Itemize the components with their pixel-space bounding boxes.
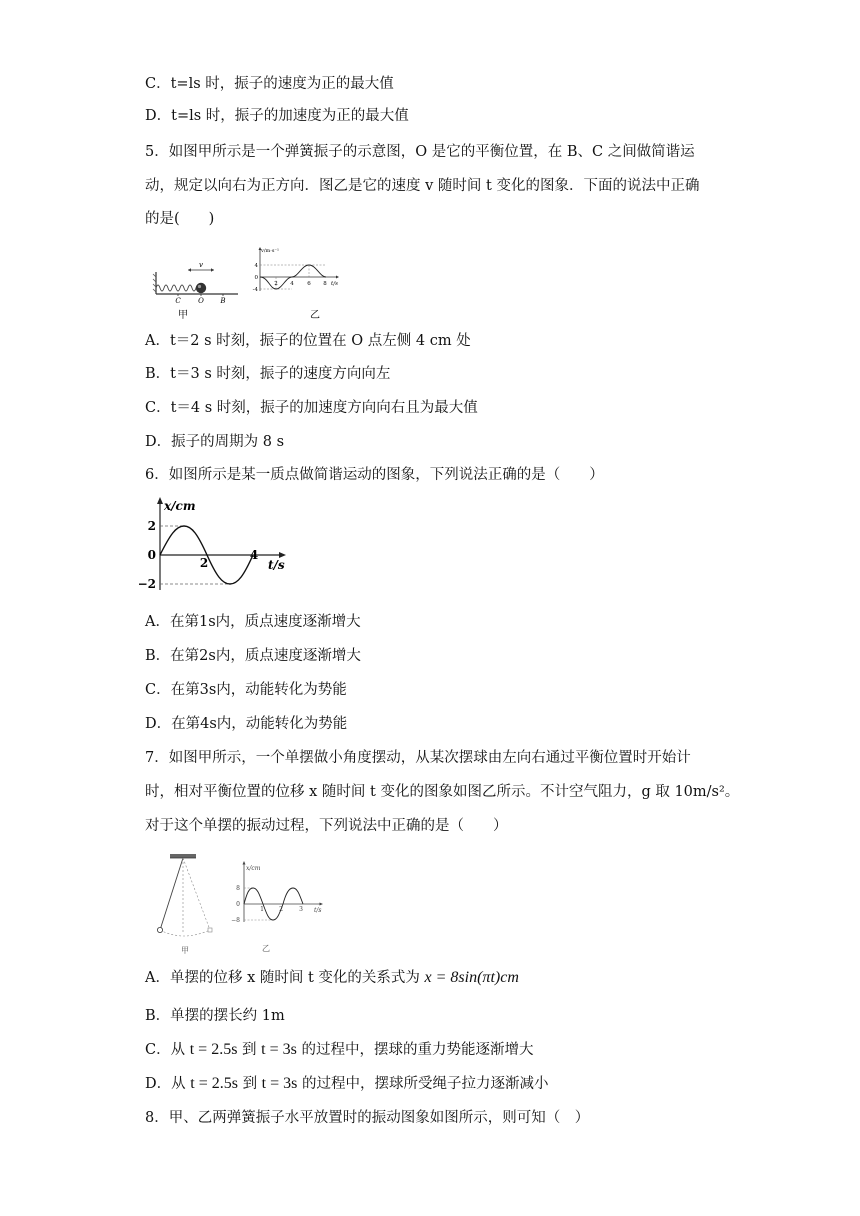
y-axis-label: x/cm bbox=[164, 499, 196, 513]
q7-option-c-post: 的过程中，摆球的重力势能逐渐增大 bbox=[301, 1042, 534, 1058]
caption-yi: 乙 bbox=[262, 944, 270, 953]
q7-option-d-t1: t = 2.5s bbox=[190, 1075, 238, 1092]
q4-option-c: C．t=ls 时，振子的速度为正的最大值 bbox=[145, 76, 394, 92]
q7-option-b: B．单摆的摆长约 1m bbox=[145, 1008, 285, 1024]
x-axis-label: t/s bbox=[314, 907, 322, 914]
pendulum-bob bbox=[157, 927, 162, 932]
q7-stem-line-3: 对于这个单摆的振动过程，下列说法中正确的是（ ） bbox=[145, 818, 508, 834]
y-tick-0: 0 bbox=[236, 901, 240, 908]
q7-option-d-post: 的过程中，摆球所受绳子拉力逐渐减小 bbox=[301, 1076, 549, 1092]
y-tick-0: 0 bbox=[147, 548, 156, 562]
x-tick-8: 8 bbox=[323, 281, 327, 287]
q7-option-c-t2: t = 3s bbox=[261, 1041, 297, 1058]
x-tick-4: 4 bbox=[249, 548, 259, 562]
y-tick-neg4: -4 bbox=[252, 287, 258, 293]
q5-option-a: A．t＝2 s 时刻，振子的位置在 O 点左侧 4 cm 处 bbox=[145, 333, 471, 349]
y-tick-0: 0 bbox=[254, 275, 258, 281]
q4-option-d: D．t=ls 时，振子的加速度为正的最大值 bbox=[145, 108, 409, 124]
q7-stem-line-2: 时，相对平衡位置的位移 x 随时间 t 变化的图象如图乙所示。不计空气阻力，g 取 10m/s²。 bbox=[145, 784, 740, 800]
q6-stem: 6．如图所示是某一质点做简谐运动的图象，下列说法正确的是（ ） bbox=[145, 467, 604, 483]
swing-arc bbox=[160, 930, 210, 936]
q8-stem: 8．甲、乙两弹簧振子水平放置时的振动图象如图所示，则可知（ ） bbox=[145, 1110, 590, 1126]
caption-jia: 甲 bbox=[181, 946, 189, 955]
q5-figure-velocity-graph bbox=[248, 243, 348, 323]
y-tick-2: 2 bbox=[147, 519, 156, 533]
q7-option-d bbox=[145, 1074, 548, 1094]
x-tick-4: 4 bbox=[290, 281, 294, 287]
spring-coil bbox=[156, 285, 200, 291]
q7-option-a-formula: x = 8sin(πt)cm bbox=[424, 969, 519, 986]
x-tick-3: 3 bbox=[299, 906, 303, 913]
x-tick-6: 6 bbox=[307, 281, 311, 287]
q7-figure-pendulum bbox=[150, 850, 225, 956]
q7-figure-displacement-graph bbox=[228, 858, 328, 956]
x-axis-label: t/s bbox=[331, 281, 338, 287]
point-b-label: B bbox=[220, 297, 226, 305]
x-tick-2: 2 bbox=[199, 556, 209, 570]
q7-option-c bbox=[145, 1040, 533, 1060]
y-tick-8: 8 bbox=[236, 885, 240, 892]
y-axis-label: v/m·s⁻¹ bbox=[261, 248, 280, 254]
q7-option-c-t1: t = 2.5s bbox=[189, 1041, 238, 1058]
q5-stem-line-1: 5．如图甲所示是一个弹簧振子的示意图，O 是它的平衡位置，在 B、C 之间做简谐运 bbox=[145, 144, 695, 160]
q6-figure-displacement-graph bbox=[137, 495, 290, 600]
q5-option-d: D．振子的周期为 8 s bbox=[145, 434, 285, 450]
q5-option-b: B．t＝3 s 时刻，振子的速度方向向左 bbox=[145, 366, 391, 382]
x-tick-2: 2 bbox=[274, 281, 278, 287]
x-tick-1: 1 bbox=[260, 906, 264, 913]
q7-option-c-pre: C．从 bbox=[145, 1042, 186, 1058]
q7-stem-line-1: 7．如图甲所示，一个单摆做小角度摆动，从某次摆球由左向右通过平衡位置时开始计 bbox=[145, 750, 691, 766]
q6-option-b: B．在第2s内，质点速度逐渐增大 bbox=[145, 648, 361, 664]
q5-figure-spring-oscillator bbox=[150, 258, 245, 322]
q5-stem-line-3: 的是( ) bbox=[145, 211, 215, 227]
y-tick-neg2: −2 bbox=[137, 577, 156, 591]
q7-option-a bbox=[145, 968, 519, 988]
y-axis-label: x/cm bbox=[246, 865, 261, 872]
caption-jia: 甲 bbox=[178, 310, 188, 321]
point-c-label: C bbox=[175, 297, 181, 305]
oscillator-ball bbox=[196, 283, 206, 293]
x-axis-label: t/s bbox=[268, 558, 285, 572]
y-tick-neg8: −8 bbox=[231, 917, 240, 924]
q5-stem-line-2: 动，规定以向右为正方向．图乙是它的速度 v 随时间 t 变化的图象．下面的说法中正确 bbox=[145, 178, 700, 194]
pendulum-string bbox=[160, 858, 183, 930]
q7-option-c-mid: 到 bbox=[242, 1042, 257, 1058]
q7-option-d-pre: D．从 bbox=[145, 1076, 186, 1092]
q5-option-c: C．t＝4 s 时刻，振子的加速度方向向右且为最大值 bbox=[145, 400, 478, 416]
q6-option-a: A．在第1s内，质点速度逐渐增大 bbox=[145, 614, 361, 630]
caption-yi: 乙 bbox=[310, 310, 320, 321]
q6-option-c: C．在第3s内，动能转化为势能 bbox=[145, 682, 347, 698]
point-o-label: O bbox=[198, 297, 204, 305]
q6-option-d: D．在第4s内，动能转化为势能 bbox=[145, 716, 348, 732]
q7-option-d-t2: t = 3s bbox=[261, 1075, 298, 1092]
y-tick-4: 4 bbox=[254, 263, 258, 269]
ceiling-mount bbox=[170, 854, 196, 858]
q7-option-a-text: A．单摆的位移 x 随时间 t 变化的关系式为 bbox=[145, 970, 420, 986]
x-tick-2: 2 bbox=[279, 906, 283, 913]
q7-option-d-mid: 到 bbox=[242, 1076, 258, 1092]
velocity-label: v bbox=[199, 261, 203, 269]
